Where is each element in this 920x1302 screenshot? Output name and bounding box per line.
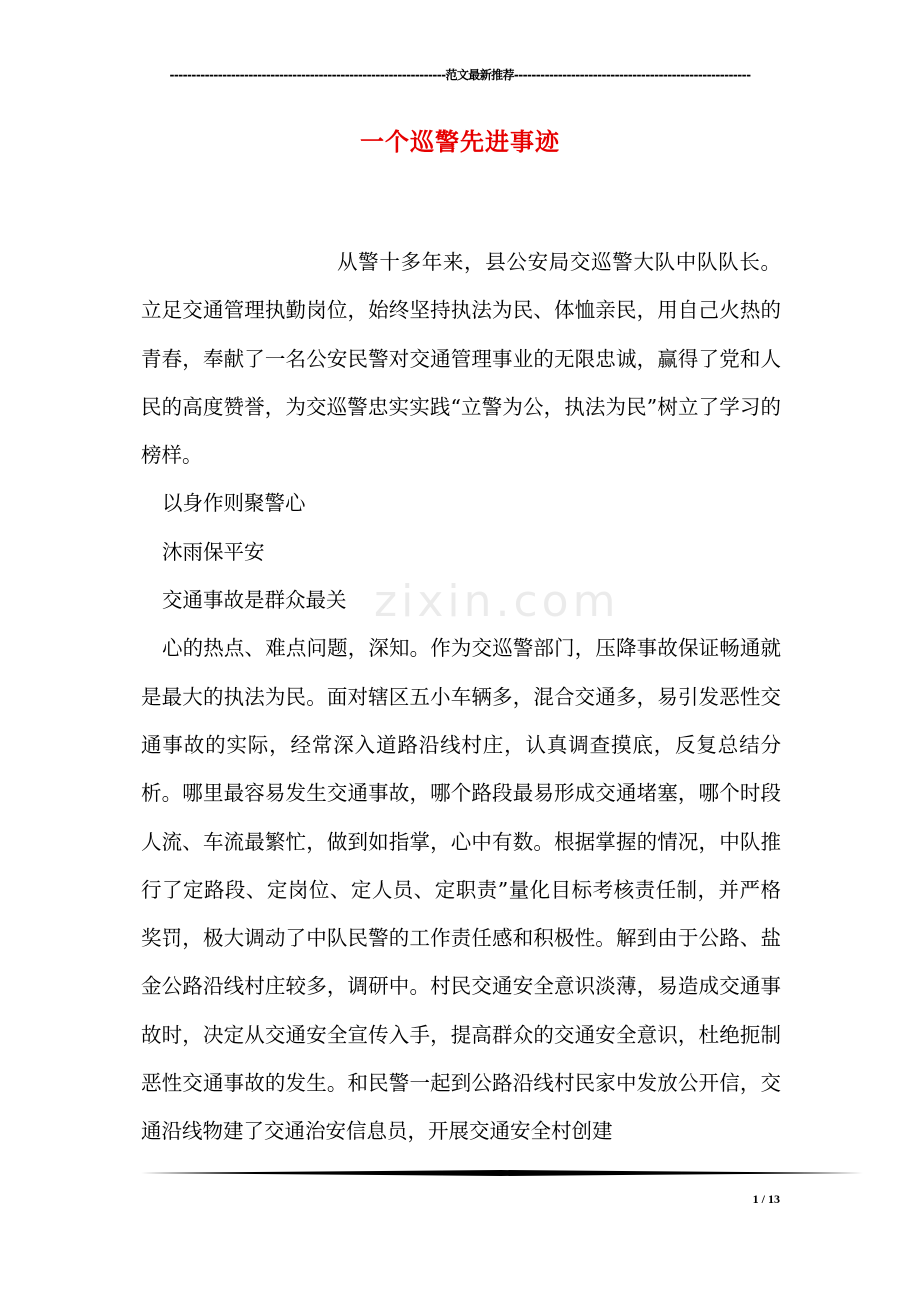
paragraph-intro: 从警十多年来，县公安局交巡警大队中队队长。立足交通管理执勤岗位，始终坚持执法为民、体恤亲民，用自己火热的青春，奉献了一名公安民警对交通管理事业的无限忠诚，赢得了党和人民的高度赞誉，为交巡警忠实实践“立警为公，执法为民”树立了学习的榜样。 (141, 250, 781, 468)
paragraph-heading-3: 交通事故是群众最关 (162, 588, 347, 613)
document-body (141, 238, 781, 1156)
watermark: zixin.com (374, 576, 620, 627)
header-banner: ---------------------------------------------------------------范文最新推荐------------------------------------------------------ (169, 68, 751, 82)
page-number: 1 / 13 (752, 1192, 780, 1206)
paragraph-heading-1: 以身作则聚警心 (162, 491, 306, 516)
paragraph-body: 心的热点、难点问题，深知。作为交巡警部门，压降事故保证畅通就是最大的执法为民。面对辖区五小车辆多，混合交通多，易引发恶性交通事故的实际，经常深入道路沿线村庄，认真调查摸底，反复总结分析。哪里最容易发生交通事故，哪个路段最易形成交通堵塞，哪个时段人流、车流最繁忙，做到如指掌，心中有数。根据掌握的情况，中队推行了定路段、定岗位、定人员、定职责”量化目标考核责任制，并严格奖罚，极大调动了中队民警的工作责任感和积极性。解到由于公路、盐金公路沿线村庄较多，调研中。村民交通安全意识淡薄，易造成交通事故时，决定从交通安全宣传入手，提高群众的交通安全意识，杜绝扼制恶性交通事故的发生。和民警一起到公路沿线村民家中发放公开信，交通沿线物建了交通治安信息员，开展交通安全村创建 (141, 636, 781, 1144)
footer-divider (141, 1170, 863, 1176)
paragraph-heading-2: 沐雨保平安 (162, 539, 265, 564)
document-title: 一个巡警先进事迹 (360, 127, 560, 156)
